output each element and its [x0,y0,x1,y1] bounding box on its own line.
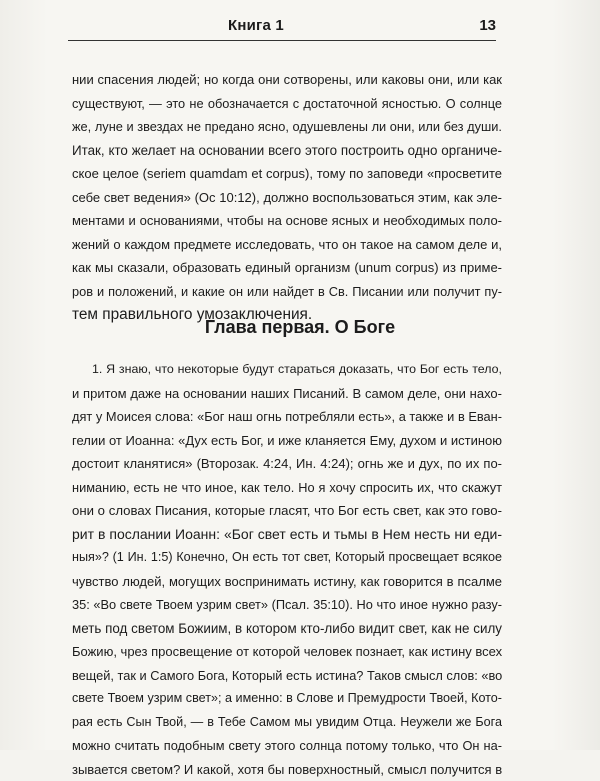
page-number: 13 [479,17,496,34]
text-line: 1. Я знаю, что некоторые будут стараться доказать, что Бог есть тело, [72,358,502,382]
text-line: как мы сказали, образовать единый организм (unum corpus) из приме- [72,256,502,280]
text-line: тем правильного умозаключения. [72,303,502,327]
text-line: рит в послании Иоанн: «Бог свет есть и тьмы в Нем несть ни еди- [72,523,502,547]
text-line: ров и положений, и какие он или найдет в Св. Писании или получит пу- [72,280,502,304]
text-line: себе свет ведения» (Ос 10:12), должно воспользоваться этим, как эле- [72,186,502,210]
text-line: ниманию, есть не что иное, как тело. Но я хочу спросить их, что скажут [72,476,502,500]
paragraph-chapter-one [72,358,502,781]
text-line: можно считать подобным свету этого солнца потому только, что Он на- [72,734,502,758]
text-line: достоит кланятися» (Второзак. 4:24, Ин. 4:24); огнь же и дух, по их по- [72,452,502,476]
text-line: же, луне и звездах не предано ясно, одушевлены ли они, или без души. [72,115,502,139]
text-line: гелии от Иоанна: «Дух есть Бог, и иже кланяется Ему, духом и истиною [72,429,502,453]
text-line: вещей, так и Самого Бога, Который есть истина? Таков смысл слов: «во [72,664,502,688]
text-line: нии спасения людей; но когда они сотворены, или каковы они, или как [72,68,502,92]
text-line: 35: «Во свете Твоем узрим свет» (Псал. 35:10). Но что иное нужно разу- [72,593,502,617]
chapter-title: Глава первая. О Боге [0,317,600,338]
text-line: ныя»? (1 Ин. 1:5) Конечно, Он есть тот свет, Который просвещает всякое [72,546,502,570]
text-line: зывается светом? И какой, хотя бы поверхностный, смысл получится в [72,758,502,781]
text-line: свете Твоем узрим свет»; а именно: в Слове и Премудрости Твоей, Кото- [72,687,502,711]
book-label: Книга 1 [228,17,284,34]
text-line: и притом даже на основании наших Писаний. В самом деле, они нахо- [72,382,502,406]
text-line: дят у Моисея слова: «Бог наш огнь потребляли есть», а также и в Еван- [72,405,502,429]
running-header [68,14,496,41]
text-line: чувство людей, могущих воспринимать истину, как говорится в псалме [72,570,502,594]
text-line: меть под светом Божиим, в котором кто-либо видит свет, как не силу [72,617,502,641]
text-line: жений о каждом предмете исследовать, что он такое на самом деле и, [72,233,502,257]
text-line: Итак, кто желает на основании всего этого построить одно органиче- [72,139,502,163]
text-line: ментами и основаниями, чтобы на основе ясных и необходимых поло- [72,209,502,233]
text-line: рая есть Сын Твой, — в Тебе Самом мы увидим Отца. Неужели же Бога [72,711,502,735]
paragraph-continuation [72,68,502,327]
text-line: Божию, чрез просвещение от которой человек познает, как истину всех [72,640,502,664]
text-line: существуют, — это не обозначается с достаточной ясностью. О солнце [72,92,502,116]
text-line: ское целое (seriem quamdam et corpus), тому по заповеди «просветите [72,162,502,186]
text-line: они о словах Писания, которые гласят, что Бог есть свет, как это гово- [72,499,502,523]
